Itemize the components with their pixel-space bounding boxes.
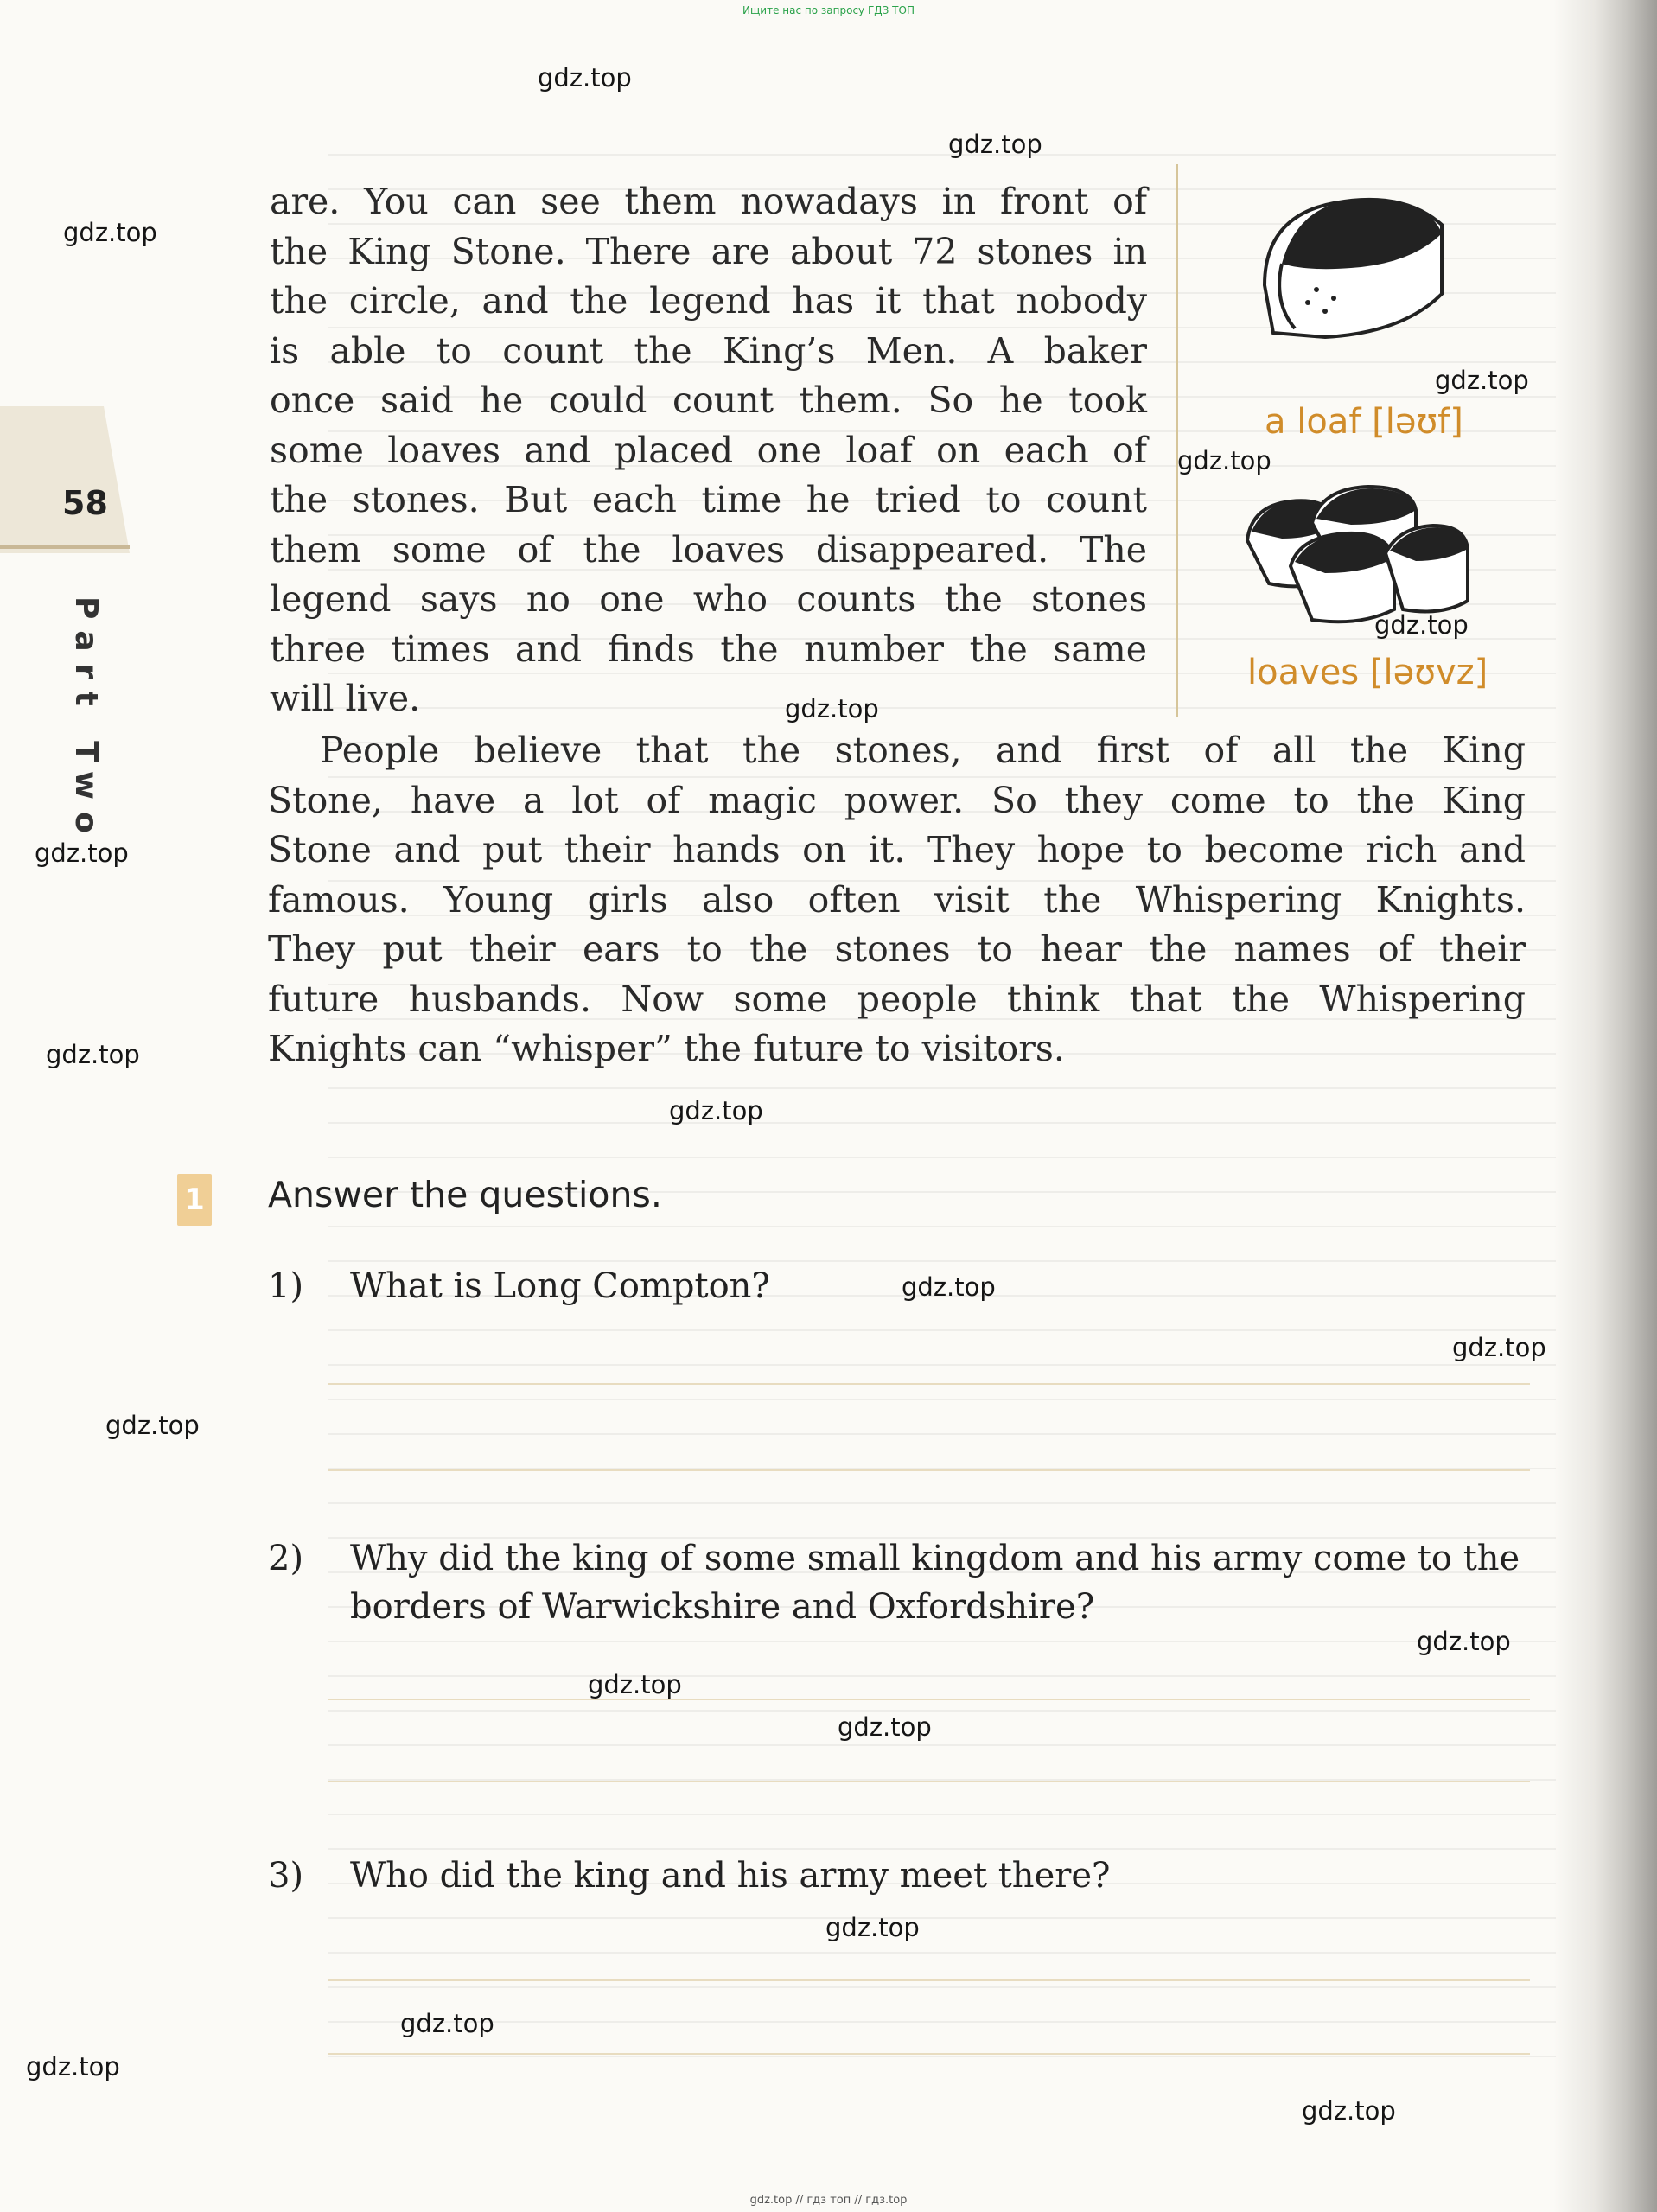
answer-line[interactable] bbox=[328, 1781, 1530, 1782]
watermark: gdz.top bbox=[35, 838, 129, 868]
question-number: 2) bbox=[268, 1539, 304, 1578]
watermark: gdz.top bbox=[588, 1670, 682, 1699]
text-line: People believe that the stones, and first of all the King bbox=[320, 730, 1526, 771]
question-text: Who did the king and his army meet there? bbox=[350, 1856, 1111, 1896]
task-number-badge: 1 bbox=[177, 1174, 212, 1226]
text-line: once said he could count them. So he took bbox=[270, 379, 1147, 421]
page-number-underline bbox=[0, 545, 130, 549]
text-line: them some of the loaves disappeared. The bbox=[270, 528, 1147, 571]
text-line: is able to count the King’s Men. A baker bbox=[270, 329, 1147, 372]
top-banner: Ищите нас по запросу ГДЗ ТОП bbox=[742, 4, 915, 16]
text-line: Knights can “whisper” the future to visitors. bbox=[268, 1028, 1065, 1069]
watermark: gdz.top bbox=[105, 1411, 200, 1440]
watermark: gdz.top bbox=[669, 1096, 763, 1125]
loaves-label: loaves [ləʊvz] bbox=[1247, 653, 1488, 692]
watermark: gdz.top bbox=[400, 2009, 494, 2038]
page-number: 58 bbox=[62, 484, 108, 522]
watermark: gdz.top bbox=[26, 2052, 120, 2081]
answer-line[interactable] bbox=[328, 1979, 1530, 1981]
part-label: Part Two bbox=[68, 596, 104, 845]
text-line: three times and finds the number the same bbox=[270, 628, 1147, 670]
answer-line[interactable] bbox=[328, 2053, 1530, 2055]
answer-line[interactable] bbox=[328, 1699, 1530, 1700]
text-line: the circle, and the legend has it that nobody bbox=[270, 280, 1147, 322]
reading-paragraph-1 bbox=[270, 177, 1147, 724]
answer-line[interactable] bbox=[328, 1469, 1530, 1471]
watermark: gdz.top bbox=[1302, 2096, 1396, 2126]
question-number: 3) bbox=[268, 1856, 304, 1896]
text-line: legend says no one who counts the stones bbox=[270, 578, 1147, 620]
watermark: gdz.top bbox=[1452, 1333, 1546, 1362]
text-line: the King Stone. There are about 72 stones in bbox=[270, 230, 1147, 272]
watermark: gdz.top bbox=[1435, 366, 1529, 395]
watermark: gdz.top bbox=[538, 63, 632, 92]
text-line: the stones. But each time he tried to count bbox=[270, 479, 1147, 520]
task-instruction: Answer the questions. bbox=[268, 1174, 662, 1215]
loaf-label: a loaf [ləʊf] bbox=[1265, 402, 1463, 442]
watermark: gdz.top bbox=[46, 1040, 140, 1069]
text-line: Stone, have a lot of magic power. So they come to the King bbox=[268, 779, 1526, 821]
watermark: gdz.top bbox=[948, 130, 1042, 159]
watermark: gdz.top bbox=[838, 1712, 932, 1742]
watermark: gdz.top bbox=[1374, 610, 1469, 640]
question-text: Why did the king of some small kingdom and his army come to the borders of Warwickshire and Oxfordshire? bbox=[350, 1539, 1520, 1627]
text-line: are. You can see them nowadays in front of bbox=[270, 181, 1147, 222]
text-line: some loaves and placed one loaf on each of bbox=[270, 429, 1147, 471]
book-spine-shadow bbox=[1553, 0, 1657, 2212]
text-line: They put their ears to the stones to hear the names of their bbox=[268, 928, 1526, 970]
watermark: gdz.top bbox=[785, 694, 879, 724]
text-line: future husbands. Now some people think that the Whispering bbox=[268, 978, 1526, 1020]
watermark: gdz.top bbox=[825, 1913, 920, 1942]
watermark: gdz.top bbox=[1177, 446, 1271, 475]
question-number: 1) bbox=[268, 1266, 304, 1306]
page-tab bbox=[0, 406, 130, 553]
reading-paragraph-2 bbox=[268, 726, 1526, 1074]
bread-loaf-icon bbox=[1247, 182, 1455, 354]
bottom-banner: gdz.top // гдз топ // гдз.top bbox=[749, 2194, 908, 2207]
watermark: gdz.top bbox=[902, 1272, 996, 1302]
question-text: What is Long Compton? bbox=[350, 1266, 770, 1306]
answer-line[interactable] bbox=[328, 1383, 1530, 1385]
text-line: Stone and put their hands on it. They hope to become rich and bbox=[268, 829, 1526, 870]
watermark: gdz.top bbox=[63, 218, 157, 247]
text-line: famous. Young girls also often visit the Whispering Knights. bbox=[268, 878, 1526, 921]
text-line: will live. bbox=[270, 678, 421, 719]
watermark: gdz.top bbox=[1417, 1627, 1511, 1656]
